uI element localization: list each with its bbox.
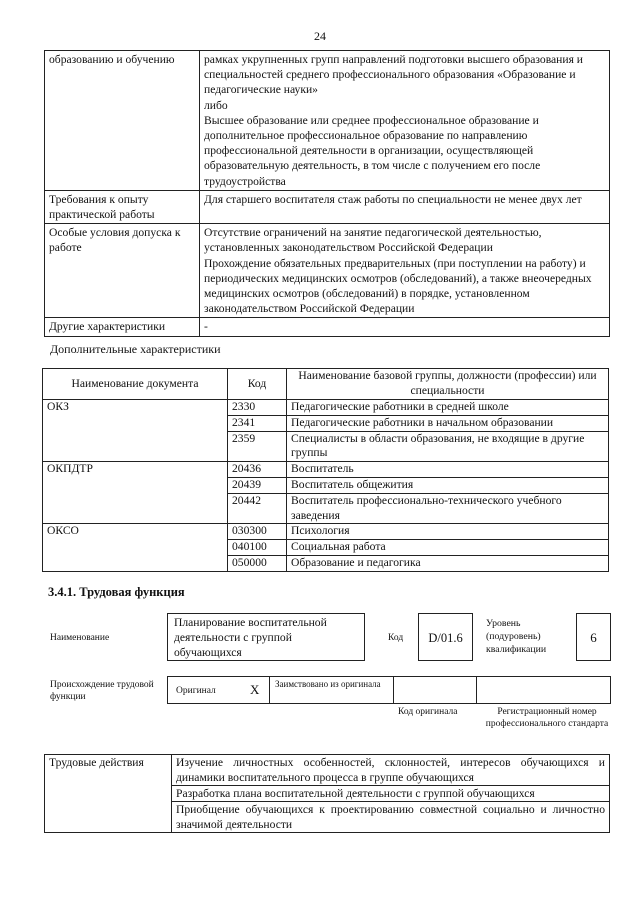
content-line: рамках укрупненных групп направлений подготовки высшего образования и специальностей среднего профессионального образования «Образование и педагогические науки»	[204, 53, 584, 97]
level-label: Уровень (подуровень) квалификации	[486, 618, 547, 655]
table-row	[45, 190, 610, 223]
doc-cell: ОКСО	[43, 524, 228, 571]
action-item: Изучение личностных особенностей, склонностей, интересов обучающихся и динамики воспитательного процесса в группе обучающихся	[172, 755, 610, 786]
code-cell: 030300	[228, 524, 287, 540]
divider	[269, 677, 270, 703]
content-line: Для старшего воспитателя стаж работы по специальности не менее двух лет	[204, 192, 582, 206]
code-cell: 050000	[228, 555, 287, 571]
page-number: 24	[314, 29, 326, 43]
level-box: 6	[576, 613, 611, 661]
row-content	[200, 51, 610, 191]
table-row	[45, 51, 610, 191]
table-row	[45, 224, 610, 318]
table-header-row	[43, 369, 609, 400]
name-label: Наименование	[50, 633, 110, 643]
doc-cell: ОКПДТР	[43, 462, 228, 524]
function-code-box: D/01.6	[418, 613, 473, 661]
name-cell: Специалисты в области образования, не входящие в другие группы	[287, 431, 609, 462]
additional-title: Дополнительные характеристики	[50, 342, 221, 356]
divider	[476, 677, 477, 703]
row-content	[200, 318, 610, 336]
origin-row	[167, 676, 611, 704]
original-label: Оригинал	[176, 686, 216, 696]
name-cell: Педагогические работники в начальном образовании	[287, 415, 609, 431]
name-cell: Педагогические работники в средней школе	[287, 400, 609, 416]
function-name-box: Планирование воспитательной деятельности с группой обучающихся	[167, 613, 365, 661]
code-cell: 2359	[228, 431, 287, 462]
action-item: Приобщение обучающихся к проектированию совместной социально и личностно значимой деятельности	[172, 802, 610, 833]
doc-cell: ОКЗ	[43, 400, 228, 462]
code-cell: 040100	[228, 540, 287, 556]
content-line: Отсутствие ограничений на занятие педагогической деятельностью, установленных законодательством Российской Федерации	[204, 226, 542, 255]
original-mark: X	[250, 682, 260, 697]
content-line: Высшее образование или среднее профессиональное образование и дополнительное профессиональное образование по направлению профессиональной деятельности в организации, осуществляющей образовательную деятельность, в том числе с получением его после трудоустройства	[204, 113, 541, 188]
section-title: 3.4.1. Трудовая функция	[48, 585, 185, 599]
code-cell: 20442	[228, 493, 287, 524]
table-row	[45, 755, 610, 786]
name-cell: Образование и педагогика	[287, 555, 609, 571]
header-name: Наименование базовой группы, должности (профессии) или специальности	[287, 369, 609, 400]
row-content	[200, 190, 610, 223]
name-cell: Воспитатель общежития	[287, 477, 609, 493]
actions-table	[44, 754, 610, 833]
name-cell: Социальная работа	[287, 540, 609, 556]
code-original-label: Код оригинала	[398, 707, 458, 717]
origin-label: Происхождение трудовой функции	[50, 680, 154, 702]
row-label: образованию и обучению	[45, 51, 200, 191]
borrowed-label: Заимствовано из оригинала	[275, 679, 381, 689]
action-item: Разработка плана воспитательной деятельности с группой обучающихся	[172, 786, 610, 802]
row-label: Особые условия допуска к работе	[45, 224, 200, 318]
code-cell: 20436	[228, 462, 287, 478]
code-cell: 2341	[228, 415, 287, 431]
table-row	[43, 400, 609, 416]
table-row	[43, 524, 609, 540]
divider	[393, 677, 394, 703]
table-row	[45, 318, 610, 336]
row-content	[200, 224, 610, 318]
reg-number-label: Регистрационный номер профессионального стандарта	[485, 707, 609, 729]
row-label: Другие характеристики	[45, 318, 200, 336]
name-cell: Воспитатель	[287, 462, 609, 478]
requirements-table	[44, 50, 610, 337]
header-doc: Наименование документа	[43, 369, 228, 400]
actions-label: Трудовые действия	[45, 755, 172, 833]
table-row	[43, 462, 609, 478]
header-code: Код	[228, 369, 287, 400]
content-line: Прохождение обязательных предварительных (при поступлении на работу) и периодических медицинских осмотров (обследований), а также внеочередных медицинских осмотров (обследований) в порядке, установленном законодательством Российской Федерации	[204, 256, 592, 316]
name-cell: Воспитатель профессионально-технического учебного заведения	[287, 493, 609, 524]
row-label: Требования к опыту практической работы	[45, 190, 200, 223]
content-line: -	[204, 320, 208, 334]
code-cell: 2330	[228, 400, 287, 416]
content-line: либо	[204, 98, 228, 112]
additional-table	[42, 368, 609, 572]
code-cell: 20439	[228, 477, 287, 493]
name-cell: Психология	[287, 524, 609, 540]
code-label: Код	[388, 633, 404, 643]
